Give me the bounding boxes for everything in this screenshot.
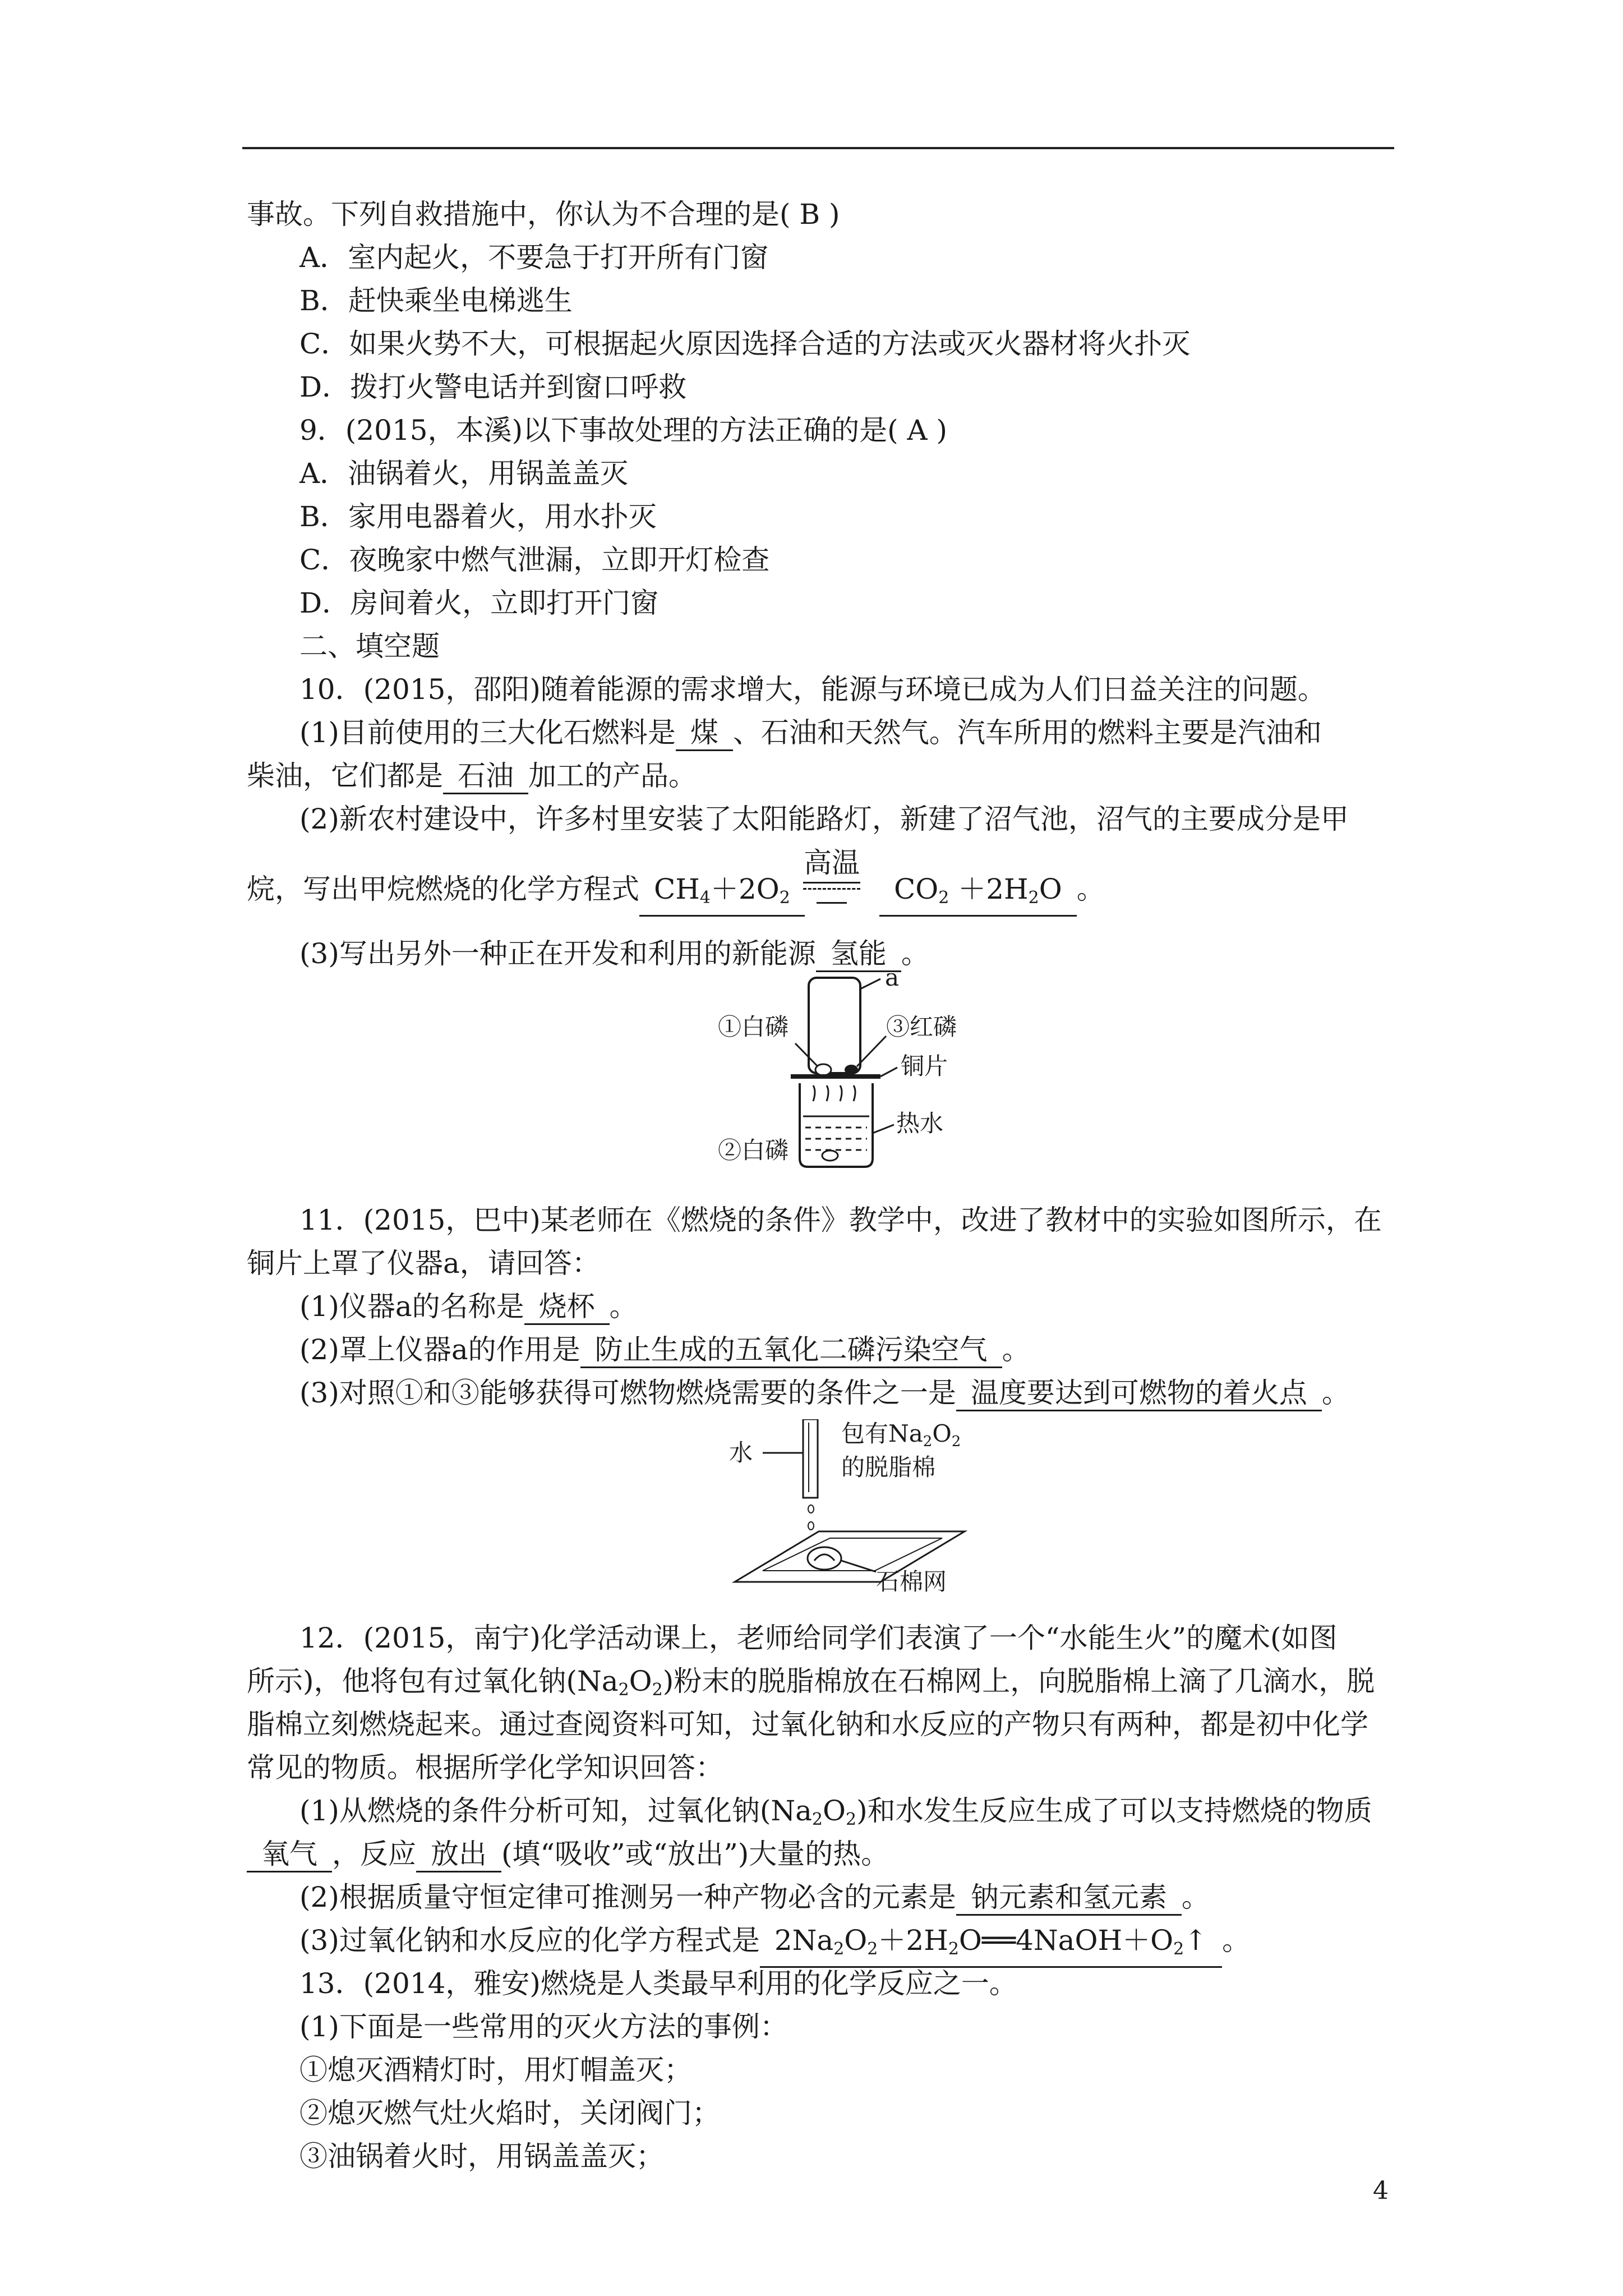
- q11-stem: 11．(2015，巴中)某老师在《燃烧的条件》教学中，改进了教材中的实验如图所示，在: [299, 1204, 1382, 1236]
- q11-part2: (2)罩上仪器a的作用是 防止生成的五氧化二磷污染空气 。: [299, 1333, 1030, 1368]
- cotton-ball: [808, 1547, 841, 1570]
- answer-blank: 防止生成的五氧化二磷污染空气: [580, 1335, 1002, 1368]
- q10-part3: (3)写出另外一种正在开发和利用的新能源 氢能 。: [299, 937, 929, 972]
- q9-option-c: C．夜晚家中燃气泄漏，立即开灯检查: [299, 544, 770, 576]
- label-cotton: 包有Na2O2: [841, 1420, 961, 1450]
- q13-part1: (1)下面是一些常用的灭火方法的事例：: [299, 2010, 788, 2043]
- q12-part1-cont: 氧气 ，反应 放出 (填“吸收”或“放出”)大量的热。: [247, 1837, 889, 1872]
- equation-answer-left: $CH_4+2O_2$: [639, 875, 805, 917]
- label-water: 水: [729, 1439, 753, 1466]
- label-white-phosphorus-2: ②白磷: [718, 1137, 789, 1164]
- water-fire-figure: [729, 1419, 1021, 1604]
- copper-plate: [791, 1074, 880, 1079]
- answer-blank: 氧气: [247, 1839, 332, 1872]
- q8-option-c: C．如果火势不大，可根据起火原因选择合适的方法或灭火器材将火扑灭: [299, 328, 1191, 360]
- answer-blank: 煤: [676, 718, 733, 751]
- q12-stem-4: 常见的物质。根据所学化学知识回答：: [247, 1751, 723, 1784]
- answer-blank: 钠元素和氢元素: [956, 1883, 1182, 1916]
- q13-example-1: ①熄灭酒精灯时，用灯帽盖灭；: [299, 2054, 692, 2086]
- q8-option-a: A．室内起火，不要急于打开所有门窗: [299, 241, 769, 274]
- q8-option-d: D．拨打火警电话并到窗口呼救: [299, 371, 687, 403]
- answer-blank: 烧杯: [524, 1292, 610, 1325]
- q13-stem: 13．(2014，雅安)燃烧是人类最早利用的化学反应之一。: [299, 1967, 1017, 2000]
- beaker-a: [809, 978, 860, 1073]
- q12-part1: (1)从燃烧的条件分析可知，过氧化钠$(Na_2O_2)$和水发生反应生成了可以支持燃烧的物质: [299, 1795, 1372, 1829]
- q10-part2: (2)新农村建设中，许多村里安装了太阳能路灯，新建了沼气池，沼气的主要成分是甲: [299, 803, 1349, 835]
- q9-option-d: D．房间着火，立即打开门窗: [299, 587, 659, 619]
- answer-blank: 石油: [443, 761, 528, 794]
- q11-part1: (1)仪器a的名称是 烧杯 。: [299, 1290, 638, 1325]
- label-white-phosphorus-1: ①白磷: [718, 1013, 789, 1041]
- q13-example-2: ②熄灭燃气灶火焰时，关闭阀门；: [299, 2097, 720, 2129]
- reaction-condition: [801, 847, 863, 926]
- label-copper-plate: 铜片: [901, 1052, 948, 1080]
- q8-option-b: B．赶快乘坐电梯逃生: [299, 284, 573, 317]
- combustion-experiment-figure: [718, 973, 1032, 1184]
- q10-part1-cont: 柴油，它们都是 石油 加工的产品。: [247, 759, 697, 794]
- page-number: 4: [1373, 2177, 1389, 2205]
- red-phosphorus: [845, 1065, 858, 1075]
- q10-equation-line: 烷，写出甲烷燃烧的化学方程式 $CH_4+2O_2$: [247, 872, 805, 917]
- condition-label: 高温: [804, 846, 860, 879]
- q9-option-b: B．家用电器着火，用水扑灭: [299, 500, 657, 533]
- q10-part1: (1)目前使用的三大化石燃料是 煤 、石油和天然气。汽车所用的燃料主要是汽油和: [299, 716, 1322, 751]
- q8-stem-end: 事故。下列自救措施中，你认为不合理的是( B ): [247, 198, 840, 231]
- answer-blank: 温度要达到可燃物的着火点: [956, 1378, 1322, 1411]
- equation-answer: $2Na_2O_2+2H_2O══4NaOH+O_2↑$: [760, 1926, 1222, 1968]
- label-gauze: 石棉网: [876, 1568, 947, 1595]
- q12-part3: (3)过氧化钠和水反应的化学方程式是 $2Na_2O_2+2H_2O══4NaOH+O_2↑$ 。: [299, 1924, 1250, 1968]
- answer-blank: 氢能: [816, 939, 901, 972]
- section-heading-fill-blank: 二、填空题: [299, 630, 440, 662]
- q11-part3: (3)对照①和③能够获得可燃物燃烧需要的条件之一是 温度要达到可燃物的着火点 。: [299, 1376, 1350, 1411]
- label-cotton-2: 的脱脂棉: [841, 1453, 936, 1481]
- equation-answer-right: $CO_2 +2H_2O$: [879, 875, 1077, 917]
- q10-stem: 10．(2015，邵阳)随着能源的需求增大，能源与环境已成为人们日益关注的问题。: [299, 673, 1326, 706]
- label-a: a: [885, 973, 900, 991]
- q10-equation-right: $CO_2 +2H_2O$ 。: [879, 872, 1105, 917]
- label-hot-water: 热水: [896, 1110, 944, 1137]
- answer-blank: 放出: [416, 1839, 501, 1872]
- white-phosphorus-2: [822, 1151, 838, 1161]
- q12-stem: 12．(2015，南宁)化学活动课上，老师给同学们表演了一个“水能生火”的魔术(如图: [299, 1622, 1338, 1654]
- q13-example-3: ③油锅着火时，用锅盖盖灭；: [299, 2140, 664, 2173]
- q9-stem: 9．(2015，本溪)以下事故处理的方法正确的是( A ): [299, 414, 947, 447]
- q12-stem-3: 脂棉立刻燃烧起来。通过查阅资料可知，过氧化钠和水反应的产物只有两种，都是初中化学: [247, 1708, 1368, 1741]
- header-rule: [242, 147, 1394, 149]
- q11-stem-cont: 铜片上罩了仪器a，请回答：: [247, 1247, 600, 1280]
- q9-option-a: A．油锅着火，用锅盖盖灭: [299, 457, 629, 490]
- label-red-phosphorus: ③红磷: [886, 1013, 957, 1041]
- q12-part2: (2)根据质量守恒定律可推测另一种产物必含的元素是 钠元素和氢元素 。: [299, 1880, 1210, 1916]
- dropper: [803, 1419, 818, 1498]
- q12-stem-2: 所示)，他将包有过氧化钠$(Na_2O_2)$粉末的脱脂棉放在石棉网上，向脱脂棉上滴了几滴水，脱: [247, 1665, 1375, 1700]
